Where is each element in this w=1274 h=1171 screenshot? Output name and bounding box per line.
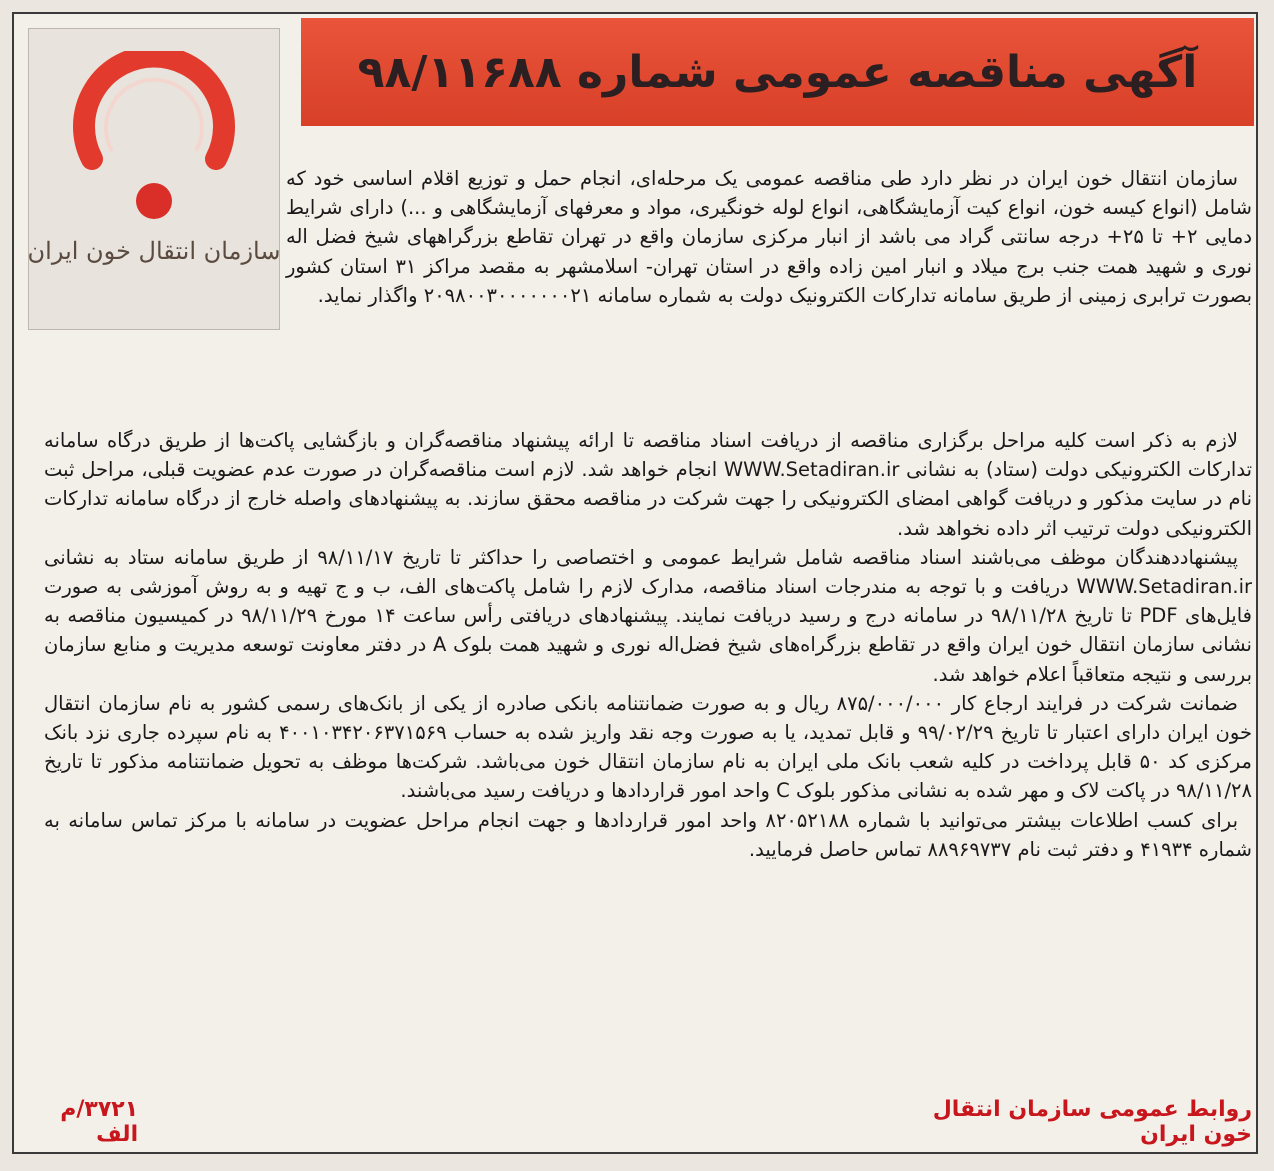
- signature: روابط عمومی سازمان انتقال خون ایران: [932, 1097, 1252, 1147]
- ad-code: ۳۷۲۱/م الف: [60, 1097, 139, 1147]
- title-banner: [301, 18, 1254, 126]
- page-title: آگهی مناقصه عمومی شماره ۹۸/۱۱۶۸۸: [357, 46, 1198, 98]
- paragraph-2: لازم به ذکر است کلیه مراحل برگزاری مناقصه از دریافت اسناد مناقصه تا ارائه پیشنهاد مناقصه‌گران و بازگشایی پاکت‌ها از طریق درگاه سامانه تدارکات الکترونیکی دولت (ستاد) به نشانی WWW.Setadiran.ir انجام خواهد شد. لازم است مناقصه‌گران در صورت عدم عضویت قبلی، مراحل ثبت نام در سایت مذکور و دریافت گواهی امضای الکترونیکی را جهت شرکت در مناقصه محقق سازند. به پیشنهادهای واصله خارج از درگاه سامانه تدارکات الکترونیکی دولت ترتیب اثر داده نخواهد شد.: [44, 429, 1253, 540]
- paragraph-4: ضمانت شرکت در فرایند ارجاع کار ۸۷۵/۰۰۰/۰۰۰ ریال و به صورت ضمانتنامه بانکی صادره از یکی از بانک‌های رسمی کشور به نام سازمان انتقال خون ایران دارای اعتبار تا تاریخ ۹۹/۰۲/۲۹ و قابل تمدید، یا به صورت وجه نقد واریز شده به حساب ۴۰۰۱۰۳۴۲۰۶۳۷۱۵۶۹ به نام سپرده جاری نزد بانک مرکزی کد ۵۰ قابل پرداخت در کلیه شعب بانک ملی ایران به نام سازمان انتقال خون می‌باشد. شرکت‌ها موظف به تحویل ضمانتنامه مذکور تا تاریخ ۹۸/۱۱/۲۸ در پاکت لاک و مهر شده به نشانی مذکور بلوک C واحد امور قراردادها و دریافت رسید می‌باشند.: [44, 691, 1252, 803]
- paragraph-1: سازمان انتقال خون ایران در نظر دارد طی مناقصه عمومی یک مرحله‌ای، انجام حمل و توزیع اقلام اساسی خود که شامل (انواع کیسه خون، انواع کیت آزمایشگاهی، انواع لوله خونگیری، مواد و معرفهای آزمایشگاهی و ...) دارای شرایط دمایی ۲+ تا ۲۵+ درجه سانتی گراد می باشد از انبار مرکزی سازمان واقع در تهران تقاطع بزرگراههای شیخ فضل اله نوری و شهید همت جنب برج میلاد و انبار امین زاده واقع در استان تهران- اسلامشهر به مقصد مراکز ۳۱ استان کشور بصورت ترابری زمینی از طریق سامانه تدارکات الکترونیک دولت به شماره سامانه ۲۰۹۸۰۰۳۰۰۰۰۰۰۰۲۱ واگذار نماید.: [286, 167, 1253, 307]
- advertisement-frame: [12, 12, 1258, 1154]
- paragraph-3: پیشنهاددهندگان موظف می‌باشند اسناد مناقصه شامل شرایط عمومی و اختصاصی را حداکثر تا تاریخ ۹۸/۱۱/۱۷ از طریق سامانه ستاد به نشانی WWW.Setadiran.ir دریافت و با توجه به مندرجات اسناد مناقصه، مدارک لازم را شامل پاکت‌های الف، ب و ج تهیه و به روش آموزشی به صورت فایل‌های PDF تا تاریخ ۹۸/۱۱/۲۸ در سامانه درج و رسید دریافت نمایند. پیشنهادهای دریافتی رأس ساعت ۱۴ مورخ ۹۸/۱۱/۲۹ در کمیسیون مناقصه به نشانی سازمان انتقال خون ایران واقع در تقاطع بزرگراه‌های شیخ فضل‌اله نوری و شهید همت بلوک A در دفتر معاونت توسعه مدیریت و منابع سازمان بررسی و نتیجه متعاقباً اعلام خواهد شد.: [44, 545, 1252, 686]
- paragraph-5: برای کسب اطلاعات بیشتر می‌توانید با شماره ۸۲۰۵۲۱۸۸ واحد امور قراردادها و جهت انجام مراحل عضویت در سامانه با مرکز تماس سامانه به شماره ۴۱۹۳۴ و دفتر ثبت نام ۸۸۹۶۹۷۳۷ تماس حاصل فرمایید.: [44, 808, 1252, 861]
- intro-paragraph: [286, 164, 1252, 310]
- footer: [44, 1097, 1252, 1147]
- body-paragraphs: [44, 426, 1252, 864]
- organization-logo: [28, 28, 280, 330]
- blood-drop-ring-icon: [54, 51, 254, 231]
- logo-caption: سازمان انتقال خون ایران: [27, 237, 281, 265]
